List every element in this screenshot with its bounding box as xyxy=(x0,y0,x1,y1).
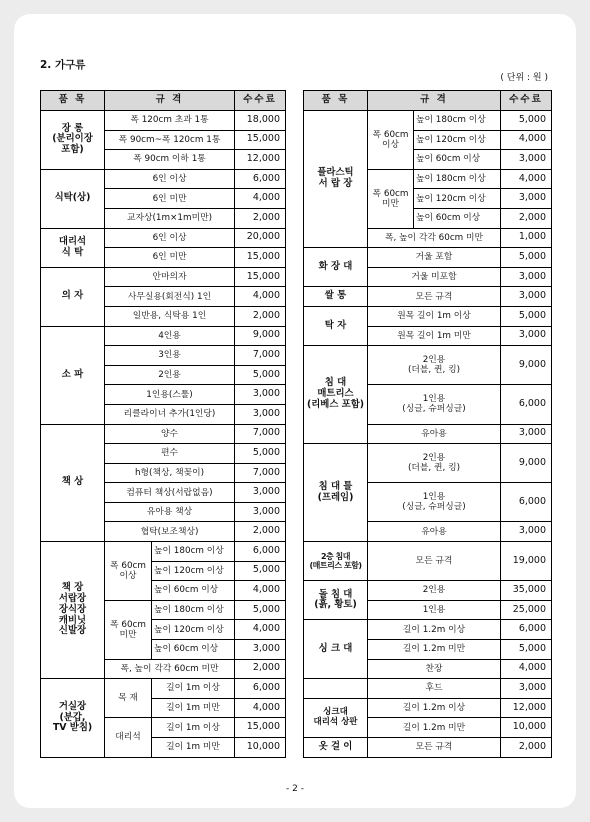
category-cell: 싱크대 대리석 상판 xyxy=(304,698,368,737)
spec-cell: 모든 규격 xyxy=(368,738,501,758)
fee-cell: 3,000 xyxy=(235,385,286,405)
fee-cell: 3,000 xyxy=(501,424,552,444)
fee-cell: 15,000 xyxy=(235,130,286,150)
fee-cell: 2,000 xyxy=(235,306,286,326)
header-fee: 수수료 xyxy=(501,91,552,111)
fee-cell: 4,000 xyxy=(501,130,552,150)
fee-cell: 15,000 xyxy=(235,718,286,738)
fee-cell: 2,000 xyxy=(235,659,286,679)
spec-cell: 높이 60cm 이상 xyxy=(152,581,235,601)
fee-cell: 3,000 xyxy=(501,679,552,699)
subcategory-cell: 폭 60cm 이상 xyxy=(105,542,152,601)
spec-cell: 6인 이상 xyxy=(105,169,235,189)
spec-cell: 유아용 xyxy=(368,522,501,542)
spec-cell: 거울 포함 xyxy=(368,248,501,268)
spec-cell: 후드 xyxy=(368,679,501,699)
spec-cell: 일반용, 식탁용 1인 xyxy=(105,306,235,326)
fee-cell: 9,000 xyxy=(501,444,552,483)
spec-cell: 컴퓨터 책상(서랍없음) xyxy=(105,483,235,503)
header-item: 품 목 xyxy=(304,91,368,111)
fee-cell: 5,000 xyxy=(501,640,552,660)
category-cell: 책 장 서랍장 장식장 캐비닛 신발장 xyxy=(41,542,105,679)
unit-note: ( 단위 : 원 ) xyxy=(500,73,548,83)
spec-cell: 모든 규격 xyxy=(368,287,501,307)
category-cell: 식탁(상) xyxy=(41,169,105,228)
fee-cell: 6,000 xyxy=(501,620,552,640)
spec-cell: 높이 120cm 이상 xyxy=(414,189,501,209)
spec-cell: 6인 미만 xyxy=(105,248,235,268)
spec-cell: 교자상(1m×1m미만) xyxy=(105,208,235,228)
spec-cell: 3인용 xyxy=(105,346,235,366)
header-spec: 규 격 xyxy=(368,91,501,111)
spec-cell: 높이 60cm 이상 xyxy=(414,208,501,228)
spec-cell: 찬장 xyxy=(368,659,501,679)
fee-cell: 3,000 xyxy=(501,522,552,542)
fee-cell: 9,000 xyxy=(501,346,552,385)
fee-table-right xyxy=(303,90,552,758)
category-cell: 소 파 xyxy=(41,326,105,424)
spec-cell: 리클라이너 추가(1인당) xyxy=(105,404,235,424)
subcategory-cell: 폭 60cm 미만 xyxy=(105,600,152,659)
fee-cell: 4,000 xyxy=(235,287,286,307)
spec-cell: 사무실용(회전식) 1인 xyxy=(105,287,235,307)
spec-cell: 원목 길이 1m 이상 xyxy=(368,306,501,326)
spec-cell: 4인용 xyxy=(105,326,235,346)
fee-cell: 4,000 xyxy=(235,189,286,209)
spec-cell: 2인용 (더블, 퀸, 킹) xyxy=(368,444,501,483)
fee-cell: 6,000 xyxy=(501,483,552,522)
fee-cell: 19,000 xyxy=(501,542,552,581)
fee-cell: 3,000 xyxy=(501,326,552,346)
spec-cell: 높이 60cm 이상 xyxy=(152,640,235,660)
header-item: 품 목 xyxy=(41,91,105,111)
spec-cell: 길이 1.2m 이상 xyxy=(368,620,501,640)
category-cell: 화 장 대 xyxy=(304,248,368,287)
fee-cell: 7,000 xyxy=(235,346,286,366)
fee-cell: 4,000 xyxy=(235,620,286,640)
spec-cell: 높이 180cm 이상 xyxy=(152,542,235,562)
category-cell: 장 롱 (분리이장 포함) xyxy=(41,111,105,170)
fee-cell: 5,000 xyxy=(235,600,286,620)
spec-cell: 높이 120cm 이상 xyxy=(414,130,501,150)
fee-cell: 10,000 xyxy=(501,718,552,738)
spec-cell: 원목 길이 1m 미만 xyxy=(368,326,501,346)
fee-cell: 20,000 xyxy=(235,228,286,248)
fee-cell: 35,000 xyxy=(501,581,552,601)
category-cell: 거실장 (분갑, TV 받침) xyxy=(41,679,105,757)
fee-cell: 25,000 xyxy=(501,600,552,620)
fee-cell: 3,000 xyxy=(501,287,552,307)
category-cell: 의 자 xyxy=(41,267,105,326)
fee-cell: 15,000 xyxy=(235,248,286,268)
category-cell: 싱 크 대 xyxy=(304,620,368,679)
fee-cell: 3,000 xyxy=(235,502,286,522)
fee-cell: 5,000 xyxy=(235,365,286,385)
fee-cell: 4,000 xyxy=(235,581,286,601)
spec-cell: h형(책상, 책꽂이) xyxy=(105,463,235,483)
spec-cell: 2인용 (더블, 퀸, 킹) xyxy=(368,346,501,385)
fee-cell: 2,000 xyxy=(501,208,552,228)
spec-cell: 높이 180cm 이상 xyxy=(414,169,501,189)
spec-cell: 폭, 높이 각각 60cm 미만 xyxy=(368,228,501,248)
category-cell: 침 대 틀 (프레임) xyxy=(304,444,368,542)
header-fee: 수수료 xyxy=(235,91,286,111)
subcategory-cell: 대리석 xyxy=(105,718,152,757)
subcategory-cell: 목 재 xyxy=(105,679,152,718)
fee-cell: 1,000 xyxy=(501,228,552,248)
category-cell: 옷 걸 이 xyxy=(304,738,368,758)
fee-cell: 3,000 xyxy=(235,483,286,503)
category-cell: 플라스틱 서 랍 장 xyxy=(304,111,368,248)
category-cell: 탁 자 xyxy=(304,306,368,345)
fee-cell: 3,000 xyxy=(501,189,552,209)
fee-cell: 6,000 xyxy=(235,169,286,189)
fee-cell: 12,000 xyxy=(501,698,552,718)
header-spec: 규 격 xyxy=(105,91,235,111)
fee-cell: 2,000 xyxy=(235,208,286,228)
fee-cell: 3,000 xyxy=(501,267,552,287)
category-cell-continued xyxy=(304,679,368,699)
fee-cell: 3,000 xyxy=(235,640,286,660)
fee-cell: 18,000 xyxy=(235,111,286,131)
fee-cell: 2,000 xyxy=(501,738,552,758)
spec-cell: 1인용 (싱글, 슈퍼싱글) xyxy=(368,483,501,522)
spec-cell: 폭 90cm 이하 1통 xyxy=(105,150,235,170)
category-cell: 돌 침 대 (흙, 황토) xyxy=(304,581,368,620)
spec-cell: 높이 120cm 이상 xyxy=(152,620,235,640)
spec-cell: 폭 120cm 초과 1통 xyxy=(105,111,235,131)
subcategory-cell: 폭 60cm 미만 xyxy=(368,169,414,228)
fee-cell: 12,000 xyxy=(235,150,286,170)
spec-cell: 1인용 xyxy=(368,600,501,620)
spec-cell: 길이 1m 이상 xyxy=(152,679,235,699)
spec-cell: 1인용(스툴) xyxy=(105,385,235,405)
fee-cell: 7,000 xyxy=(235,463,286,483)
fee-cell: 6,000 xyxy=(235,542,286,562)
category-cell: 쌀 통 xyxy=(304,287,368,307)
spec-cell: 길이 1m 미만 xyxy=(152,698,235,718)
fee-cell: 10,000 xyxy=(235,738,286,758)
spec-cell: 협탁(보조책상) xyxy=(105,522,235,542)
category-cell: 2층 침대 (매트리스 포함) xyxy=(304,542,368,581)
spec-cell: 안마의자 xyxy=(105,267,235,287)
spec-cell: 6인 미만 xyxy=(105,189,235,209)
spec-cell: 높이 180cm 이상 xyxy=(414,111,501,131)
spec-cell: 2인용 xyxy=(368,581,501,601)
category-cell: 대리석 식 탁 xyxy=(41,228,105,267)
spec-cell: 폭 90cm~폭 120cm 1통 xyxy=(105,130,235,150)
spec-cell: 유아용 xyxy=(368,424,501,444)
spec-cell: 높이 120cm 이상 xyxy=(152,561,235,581)
spec-cell: 6인 이상 xyxy=(105,228,235,248)
spec-cell: 모든 규격 xyxy=(368,542,501,581)
fee-cell: 5,000 xyxy=(501,111,552,131)
page-number: - 2 - xyxy=(286,784,304,794)
fee-cell: 5,000 xyxy=(501,306,552,326)
subcategory-cell: 폭 60cm 이상 xyxy=(368,111,414,170)
fee-cell: 5,000 xyxy=(501,248,552,268)
fee-cell: 4,000 xyxy=(501,169,552,189)
fee-cell: 9,000 xyxy=(235,326,286,346)
spec-cell: 2인용 xyxy=(105,365,235,385)
spec-cell: 양수 xyxy=(105,424,235,444)
spec-cell: 1인용 (싱글, 슈퍼싱글) xyxy=(368,385,501,424)
spec-cell: 길이 1.2m 미만 xyxy=(368,718,501,738)
spec-cell: 높이 60cm 이상 xyxy=(414,150,501,170)
fee-cell: 5,000 xyxy=(235,561,286,581)
fee-cell: 4,000 xyxy=(235,698,286,718)
fee-cell: 6,000 xyxy=(501,385,552,424)
spec-cell: 길이 1m 이상 xyxy=(152,718,235,738)
fee-cell: 7,000 xyxy=(235,424,286,444)
fee-table-left xyxy=(40,90,286,758)
spec-cell: 유아용 책상 xyxy=(105,502,235,522)
spec-cell: 길이 1m 미만 xyxy=(152,738,235,758)
fee-cell: 3,000 xyxy=(235,404,286,424)
fee-cell: 2,000 xyxy=(235,522,286,542)
fee-cell: 15,000 xyxy=(235,267,286,287)
fee-cell: 5,000 xyxy=(235,444,286,464)
spec-cell: 편수 xyxy=(105,444,235,464)
spec-cell: 거울 미포함 xyxy=(368,267,501,287)
category-cell: 침 대 매트리스 (리베스 포함) xyxy=(304,346,368,444)
fee-cell: 4,000 xyxy=(501,659,552,679)
category-cell: 책 상 xyxy=(41,424,105,542)
section-title: 2. 가구류 xyxy=(40,59,86,71)
fee-cell: 6,000 xyxy=(235,679,286,699)
spec-cell: 길이 1.2m 미만 xyxy=(368,640,501,660)
spec-cell: 높이 180cm 이상 xyxy=(152,600,235,620)
fee-cell: 3,000 xyxy=(501,150,552,170)
spec-cell: 폭, 높이 각각 60cm 미만 xyxy=(105,659,235,679)
spec-cell: 길이 1.2m 이상 xyxy=(368,698,501,718)
